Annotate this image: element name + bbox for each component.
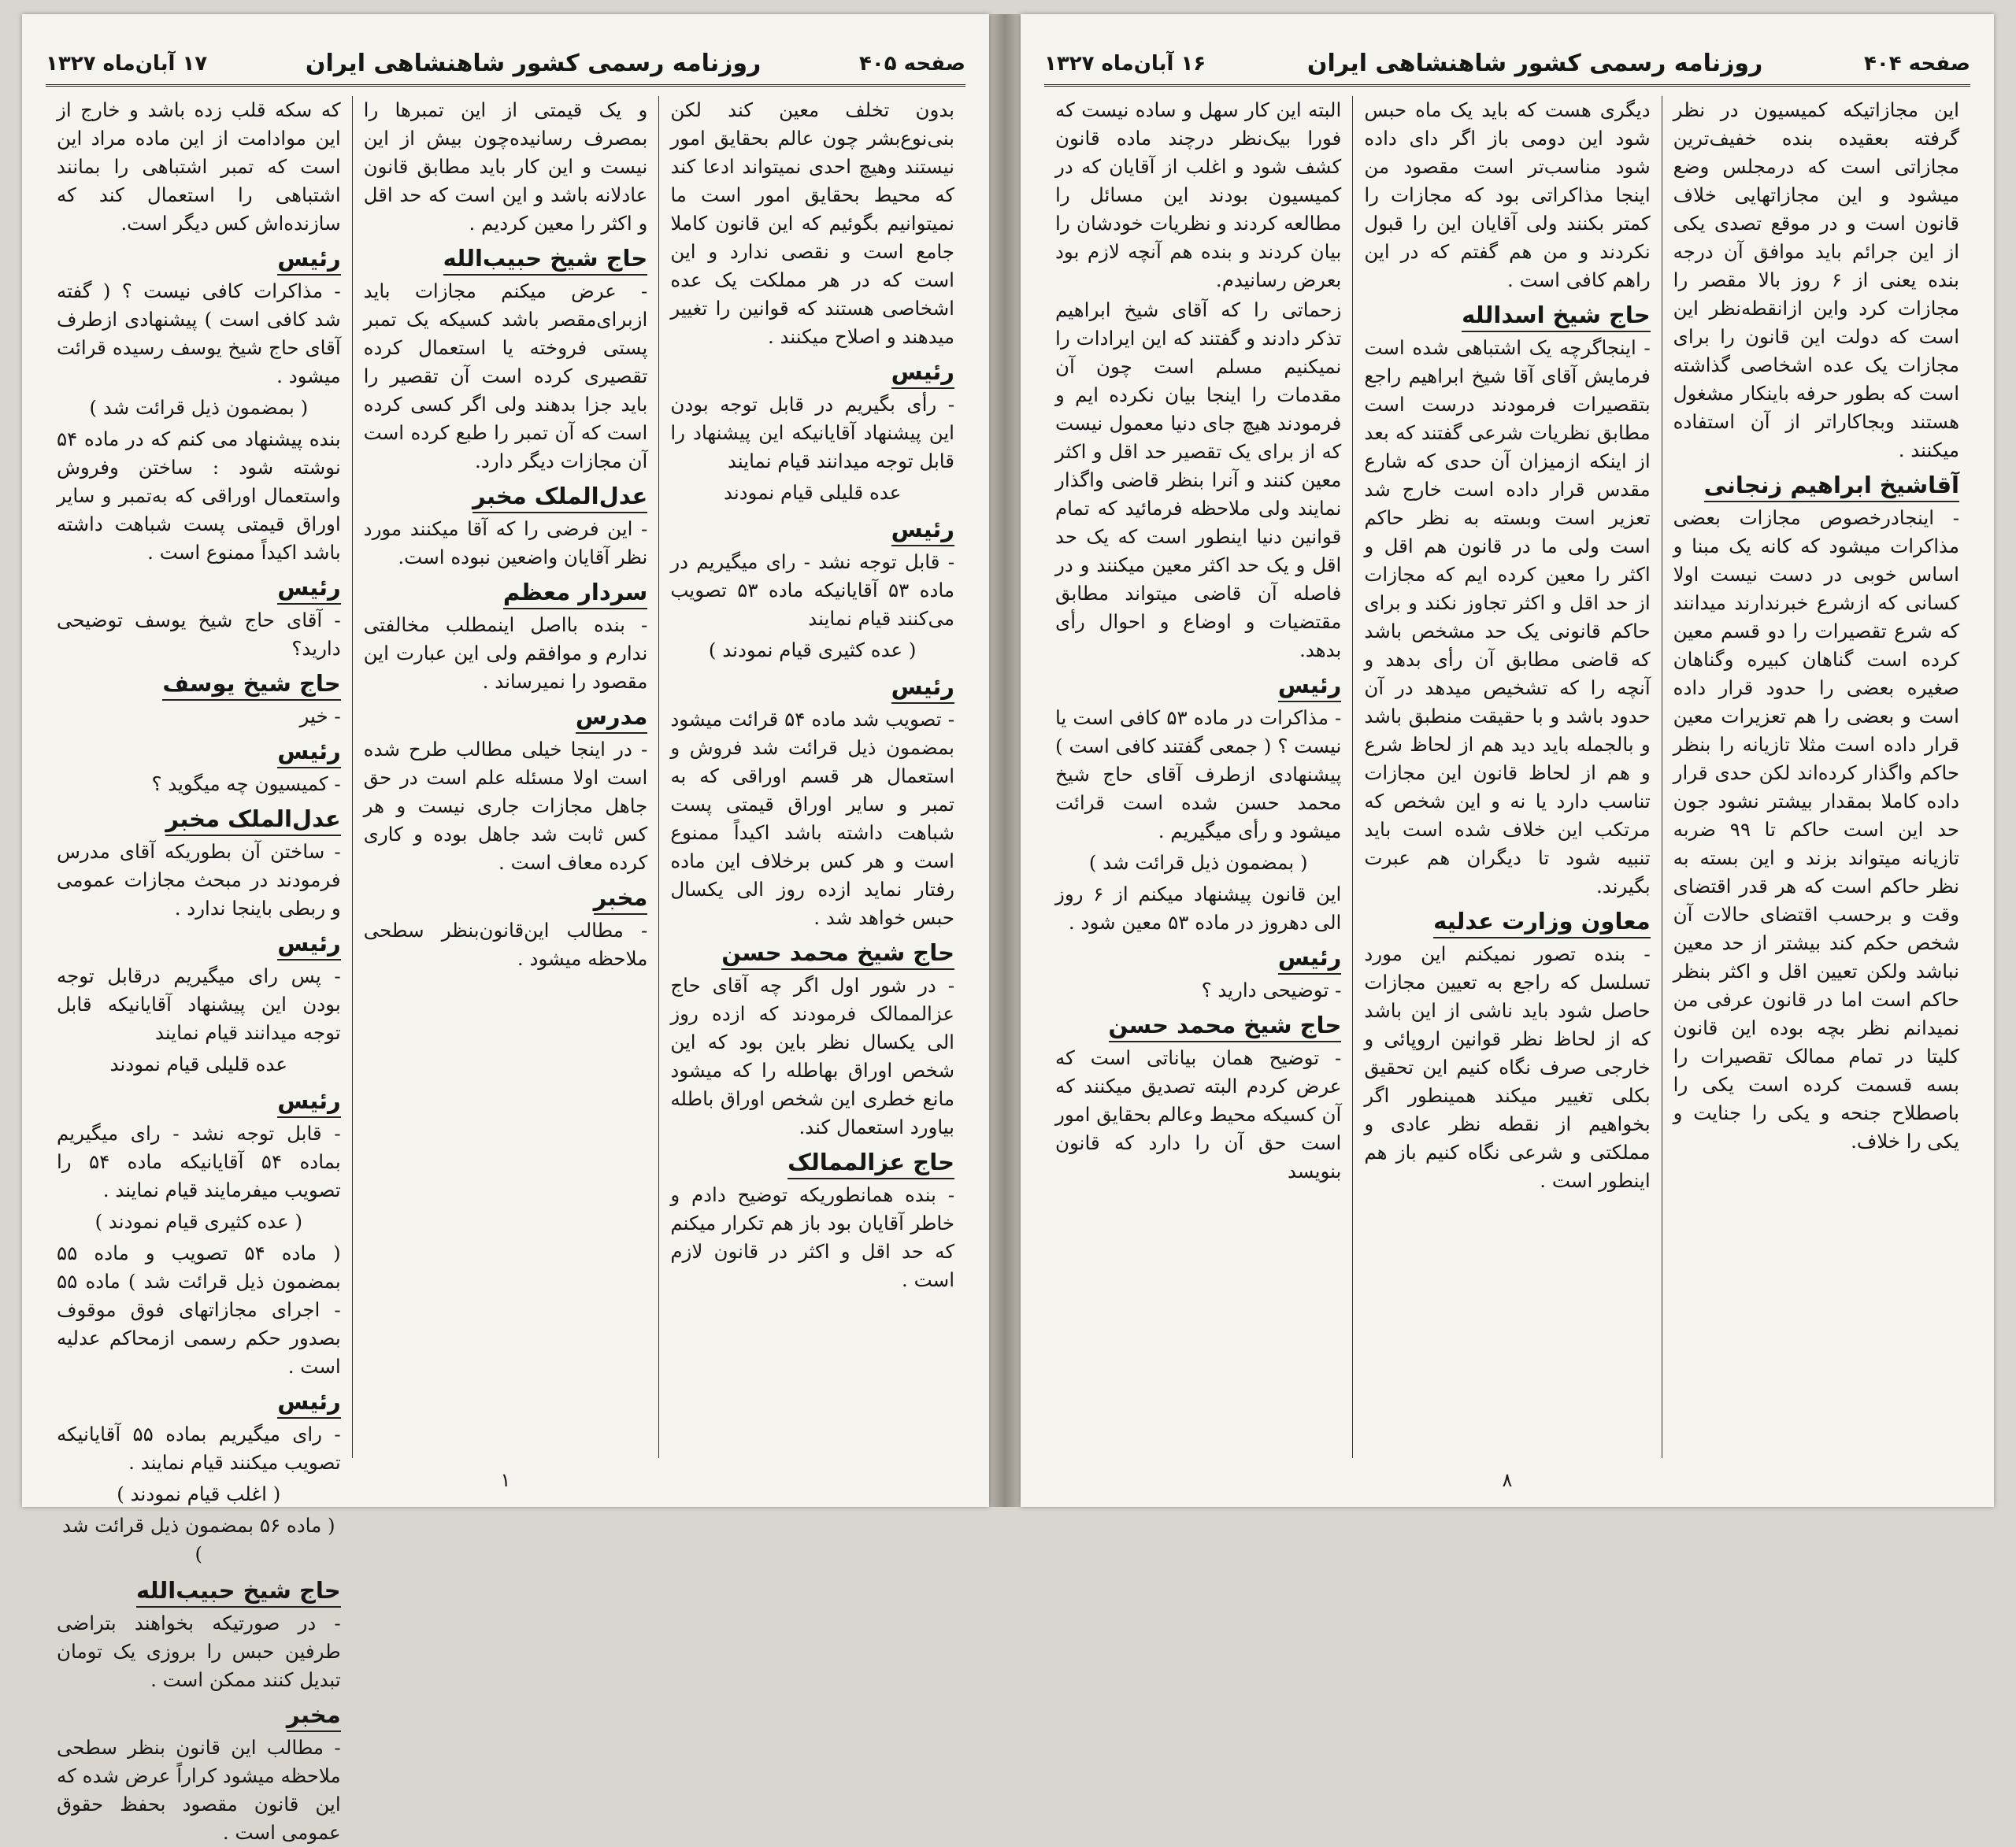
speaker-name: مخبر <box>287 1699 341 1732</box>
speaker-name: رئیس <box>277 927 340 961</box>
procedural-note: ( عده کثیری قیام نمودند ) <box>708 638 917 661</box>
speaker-name: حاج شیخ حبیب‌الله <box>443 242 648 276</box>
speaker-name: حاج شیخ یوسف <box>162 668 340 701</box>
paragraph: - در شور اول اگر چه آقای حاج عزالممالک فرمودند که ازده روز الی یکسال نظر باین بود که این شخص اوراق بهاطله را که میشود مانع خطری این شخص اوراق باطله بیاورد استعمال کند. <box>670 974 954 1138</box>
paragraph: - توضیحی دارید ؟ <box>1201 979 1342 1001</box>
paragraph: - رأی بگیریم در قابل توجه بودن این پیشنهاد آقایانیکه این پیشنهاد را قابل توجه میدانند قیام نمایند <box>670 393 954 472</box>
book-gutter <box>989 14 1021 1507</box>
paragraph: - این فرضی را که آقا میکنند مورد نظر آقایان واضعین نبوده است. <box>363 517 648 568</box>
paragraph: این قانون پیشنهاد میکنم از ۶ روز الی دهروز در ماده ۵۳ معین شود . <box>1055 883 1342 934</box>
column-3 <box>46 96 353 1844</box>
speaker-name: رئیس <box>277 1085 340 1118</box>
paragraph: - ساختن آن بطوریکه آقای مدرس فرمودند در مبحث مجازات عمومی و ربطی باینجا ندارد . <box>56 840 341 920</box>
speaker-name: سردار معظم <box>503 576 648 609</box>
paragraph: دیگری هست که باید یک ماه حبس شود این دومی باز اگر دای داده شود مناسب‌تر است مقصود من اینجا مذاکراتی بود که مجازات را کمتر بکنند ولی آقایان این را قبول نکردند و من هم گفتم که در این راهم کافی است . <box>1364 98 1651 291</box>
paragraph: - مطالب این قانون بنظر سطحی ملاحظه میشود کراراً عرض شده که این قانون مقصود بحفظ حقوق عمومی است . <box>56 1736 341 1844</box>
footer-number: ۱ <box>500 1469 511 1491</box>
speaker-name: حاج شیخ محمد حسن <box>1109 1009 1342 1042</box>
speaker-name: مدرس <box>576 701 647 734</box>
speaker-name: عدل‌الملک مخبر <box>165 803 340 836</box>
column-3 <box>1044 96 1353 1458</box>
speaker-name: رئیس <box>277 1386 340 1419</box>
paragraph: زحماتی را که آقای شیخ ابراهیم تذکر دادند و گفتند که این ایرادات را نمیکنیم مسلم است چون آن مقدمات را اینجا بیان نکرده ایم و فرمودند هیچ جای دنیا معمول نیست که از برای یک تقصیر حد اقل و اکثر معین کنند و آنرا بنظر قاضی واگذار نمایند ولی ملاحظه فرمائید که تمام قوانین دنیا اینطور است که یک حد اقل و یک حد اکثر معین میکنند و در فاصله آن قاضی میتواند مطابق مقتضیات و اوضاع و احوال رأی بدهد. <box>1055 298 1342 661</box>
column-2 <box>353 96 660 1458</box>
paragraph: بنده پیشنهاد می کنم که در ماده ۵۴ نوشته شود : ساختن وفروش واستعمال اوراقی که به‌تمبر و سایر اوراق قیمتی پست شباهت داشته باشد اکیداً ممنوع است . <box>56 428 341 564</box>
speaker-name: رئیس <box>277 242 340 276</box>
speaker-name: رئیس <box>1278 669 1341 702</box>
procedural-note: ( اغلب قیام نمودند ) <box>117 1482 281 1505</box>
column-1 <box>659 96 965 1458</box>
column-2 <box>1353 96 1662 1458</box>
speaker-name: رئیس <box>891 671 954 704</box>
paragraph: - آقای حاج شیخ یوسف توضیحی دارید؟ <box>56 609 341 660</box>
paragraph: - بنده همانطوریکه توضیح دادم و خاطر آقایان بود باز هم تکرار میکنم که حد اقل و اکثر در قانون لازم است . <box>670 1183 954 1291</box>
page-header <box>1044 43 1970 87</box>
procedural-note: ( بمضمون ذیل قرائت شد ) <box>1088 851 1308 874</box>
procedural-note: عده قلیلی قیام نمودند <box>109 1053 288 1075</box>
issue-date: ۱۷ آبان‌ماه ۱۳۲۷ <box>46 51 208 76</box>
paragraph: - پس رای میگیریم درقابل توجه بودن این پیشنهاد آقایانیکه قابل توجه میدانند قیام نمایند <box>56 964 341 1044</box>
paragraph: - کمیسیون چه میگوید ؟ <box>151 772 341 795</box>
text-columns <box>1044 96 1970 1458</box>
speaker-name: آقاشیخ ابراهیم زنجانی <box>1704 469 1959 502</box>
speaker-name: رئیس <box>891 356 954 389</box>
speaker-name: رئیس <box>277 735 340 768</box>
paragraph: - خیر <box>299 705 341 727</box>
speaker-name: مخبر <box>594 882 648 915</box>
text-columns <box>46 96 965 1844</box>
column-1 <box>1662 96 1970 1458</box>
page-number: صفحه ۴۰۵ <box>858 51 965 76</box>
paragraph: - بنده بااصل اینمطلب مخالفتی ندارم و موافقم ولی این عبارت این مقصود را نمیرساند . <box>363 613 648 693</box>
gazette-title: روزنامه رسمی کشور شاهنشاهی ایران <box>1306 50 1763 77</box>
procedural-note: عده قلیلی قیام نمودند <box>723 481 902 504</box>
paragraph: - قابل توجه نشد - رای میگیریم در ماده ۵۳ آقایانیکه ماده ۵۳ تصویب می‌کنند قیام نمایند <box>670 550 954 630</box>
paragraph: که سکه قلب زده باشد و خارج از این موادامت از این ماده مراد این است که تمبر اشتباهی را بمانند اشتباهی را استعمال کند که سازنده‌اش کس دیگر است. <box>56 98 341 235</box>
paragraph: - توضیح همان بیاناتی است که عرض کردم البته تصدیق میکنند که آن کسیکه محیط وعالم بحقایق امور است حق آن را دارد که قانون بنویسد <box>1055 1046 1342 1183</box>
paragraph: - در صورتیکه بخواهند بتراضی طرفین حبس را بروزی یک تومان تبدیل کنند ممکن است . <box>56 1612 341 1691</box>
speaker-name: حاج شیخ حبیب‌الله <box>136 1575 341 1608</box>
speaker-name: رئیس <box>891 513 954 546</box>
paragraph: - تصویب شد ماده ۵۴ قرائت میشود بمضمون ذیل قرائت شد فروش و استعمال هر قسم اوراقی که به تمبر و سایر اوراق قیمتی پست شباهت داشته باشد اکیداً ممنوع است و هر کس برخلاف این ماده رفتار نماید ازده روز الی یکسال حبس خواهد شد . <box>670 708 954 929</box>
paragraph: - عرض میکنم مجازات باید ازبرای‌مقصر باشد کسیکه یک تمبر پستی فروخته یا استعمال کرده تقصیری کرده است آن تقصیر را باید جزا بدهند ولی اگر کسی کرده است که آن تمبر را طبع کرده است آن مجازات دیگر دارد. <box>363 279 648 472</box>
paragraph: بدون تخلف معین کند لکن بنی‌نوع‌بشر چون عالم بحقایق امور نیستند وهیچ احدی نمیتواند ادعا کند که محیط بحقایق امور است ما نمیتوانیم بگوئیم که این قانون کاملا جامع است و نقصی ندارد و این است که در هر مملکت یک عده اشخاصی هستند که قوانین را تغییر میدهند و اصلاح میکنند . <box>670 98 954 348</box>
paragraph: البته این کار سهل و ساده نیست که فورا بیک‌نظر درچند ماده قانون کشف شود و اغلب از آقایان که در کمیسیون بودند این مسائل را مطالعه کردند و نظریات خودشان را بیان کردند و بنده هم آنچه لازم بود بعرض رسانیدم. <box>1055 98 1342 291</box>
page-header <box>46 43 965 87</box>
procedural-note: ( ماده ۵۶ بمضمون ذیل قرائت شد ) <box>62 1514 335 1565</box>
paragraph: - مذاکرات در ماده ۵۳ کافی است یا نیست ؟ ( جمعی گفتند کافی است ) پیشنهادی ازطرف آقای حاج شیخ محمد حسن شده است قرائت میشود و رأی میگیریم . <box>1055 706 1342 842</box>
paragraph: این مجازاتیکه کمیسیون در نظر گرفته بعقیده بنده خفیف‌ترین مجازاتی است که درمجلس وضع میشود و این مجازاتهایی خلاف قانون است و در موقع تصدی یکی از این جرائم باید موافق آن درجه بنده یعنی از ۶ روز بالا مقصر را مجازات کرد واین ازانقطه‌نظر این است که دولت این قانون را برای مجازات یک عده اشخاصی گذاشته است که بطور حرفه باینکار مشغول هستند وبجاکاراتر از آن استفاده میکنند . <box>1673 98 1959 461</box>
paragraph: - مطالب این‌قانون‌بنظر سطحی ملاحظه میشود . <box>363 919 648 970</box>
page-404 <box>1021 14 1994 1507</box>
speaker-name: رئیس <box>277 572 340 605</box>
speaker-name: حاج شیخ محمد حسن <box>721 937 954 970</box>
paragraph: - بنده تصور نمیکنم این مورد تسلسل که راجع به تعیین مجازات حاصل شود باید ناشی از این باشد که از لحاظ نظر قوانین اروپائی و خارجی صرف نگاه کنیم این تحقیق بکلی تغییر میکند همینطور اگر بخواهیم از نقطه نظر عادی و مملکتی و شرعی نگاه کنیم باز هم اینطور است . <box>1364 942 1651 1192</box>
page-405 <box>22 14 989 1844</box>
paragraph: - قابل توجه نشد - رای میگیریم بماده ۵۴ آقایانیکه ماده ۵۴ را تصویب میفرمایند قیام نمایند . <box>56 1122 341 1201</box>
procedural-note: ( بمضمون ذیل قرائت شد ) <box>89 396 309 419</box>
speaker-name: معاون وزارت عدلیه <box>1433 905 1651 938</box>
gazette-title: روزنامه رسمی کشور شاهنشاهی ایران <box>305 50 762 77</box>
speaker-name: رئیس <box>1278 942 1341 975</box>
paragraph: - مذاکرات کافی نیست ؟ ( گفته شد کافی است ) پیشنهادی ازطرف آقای حاج شیخ یوسف رسیده قرائت میشود . <box>56 279 341 387</box>
page-number: صفحه ۴۰۴ <box>1863 51 1970 76</box>
footer-number: ۸ <box>1502 1469 1513 1491</box>
paragraph: ( ماده ۵۴ تصویب و ماده ۵۵ بمضمون ذیل قرائت شد ) ماده ۵۵ - اجرای مجازاتهای فوق موقوف بصدور حکم رسمی ازمحاکم عدلیه است . <box>56 1242 341 1378</box>
paragraph: - رای میگیریم بماده ۵۵ آقایانیکه تصویب میکنند قیام نمایند . <box>56 1423 341 1474</box>
paragraph: و یک قیمتی از این تمبرها را بمصرف رسانیده‌چون بیش از این نیست و این کار باید مطابق قانون عادلانه باشد و این است که حد اقل و اکثر را معین کردیم . <box>363 98 648 235</box>
paragraph: - اینجاگرچه یک اشتباهی شده است فرمایش آقای آقا شیخ ابراهیم راجع بتقصیرات فرمودند درست است مطابق نظریات شرعی گفتند که بعد از اینکه ازمیزان آن حدی که شارع مقدس قرار داده است خارج شد تعزیر است وبسته به نظر حاکم است ولی ما در قانون هم اقل و اکثر را معین کرده ایم که مجازات از حد اقل و اکثر تجاوز نکند و برای حاکم قانونی یک حد مشخص باشد که قاضی مطابق آن رأی بدهد و آنچه را که تشخیص میدهد در آن حدود باشد و با حقیقت منطبق باشد و بالجمله باید دید هم از لحاظ شرع و هم از لحاظ قانون این مجازات تناسب دارد یا نه و این شخص که مرتکب این خلاف شده است باید تنبیه شود تا دیگران هم عبرت بگیرند. <box>1364 336 1651 898</box>
speaker-name: حاج عزالممالک <box>788 1146 954 1179</box>
issue-date: ۱۶ آبان‌ماه ۱۳۲۷ <box>1044 51 1206 76</box>
paragraph: - اینجادرخصوص مجازات بعضی مذاکرات میشود که کانه یک مبنا و اساس خوبی در دست نیست اولا کسانی که ازشرع خبرندارند میدانند که شرع تقصیرات را دو قسم معین کرده است گناهان کبیره وگناهان صغیره بعضی را حدود قرار داده است و بعضی را هم تعزیرات معین قرار داده است مثلا تازیانه را بنظر حاکم واگذار کرده‌اند لکن حدی قرار داده کاملا بمقدار بیشتر نشود جون حد این است حاکم تا ۹۹ ضربه تازیانه میتواند بزند و این بسته به نظر حاکم است که هر قدر اقتضای وقت و برحسب اقتضای حالات آن شخص حکم کند بیشتر از حد معین نباشد ولکن تعیین اقل و اکثر بنظر حاکم است اما در قانون عرفی من نمیدانم نظر بچه بوده این قانون کلیتا در تمام ممالک تقصیرات را بسه قسمت کرده است یکی را باصطلاح جنحه و یکی را جنایت و یکی را خلاف. <box>1673 506 1959 1153</box>
speaker-name: حاج شیخ اسدالله <box>1462 299 1651 332</box>
procedural-note: ( عده کثیری قیام نمودند ) <box>94 1210 303 1233</box>
paragraph: - در اینجا خیلی مطالب طرح شده است اولا مسئله علم است در حق جاهل مجازات جاری نیست و هر کس ثابت شد جاهل بوده و کاری کرده معاف است . <box>363 738 648 874</box>
speaker-name: عدل‌الملک مخبر <box>472 480 647 513</box>
